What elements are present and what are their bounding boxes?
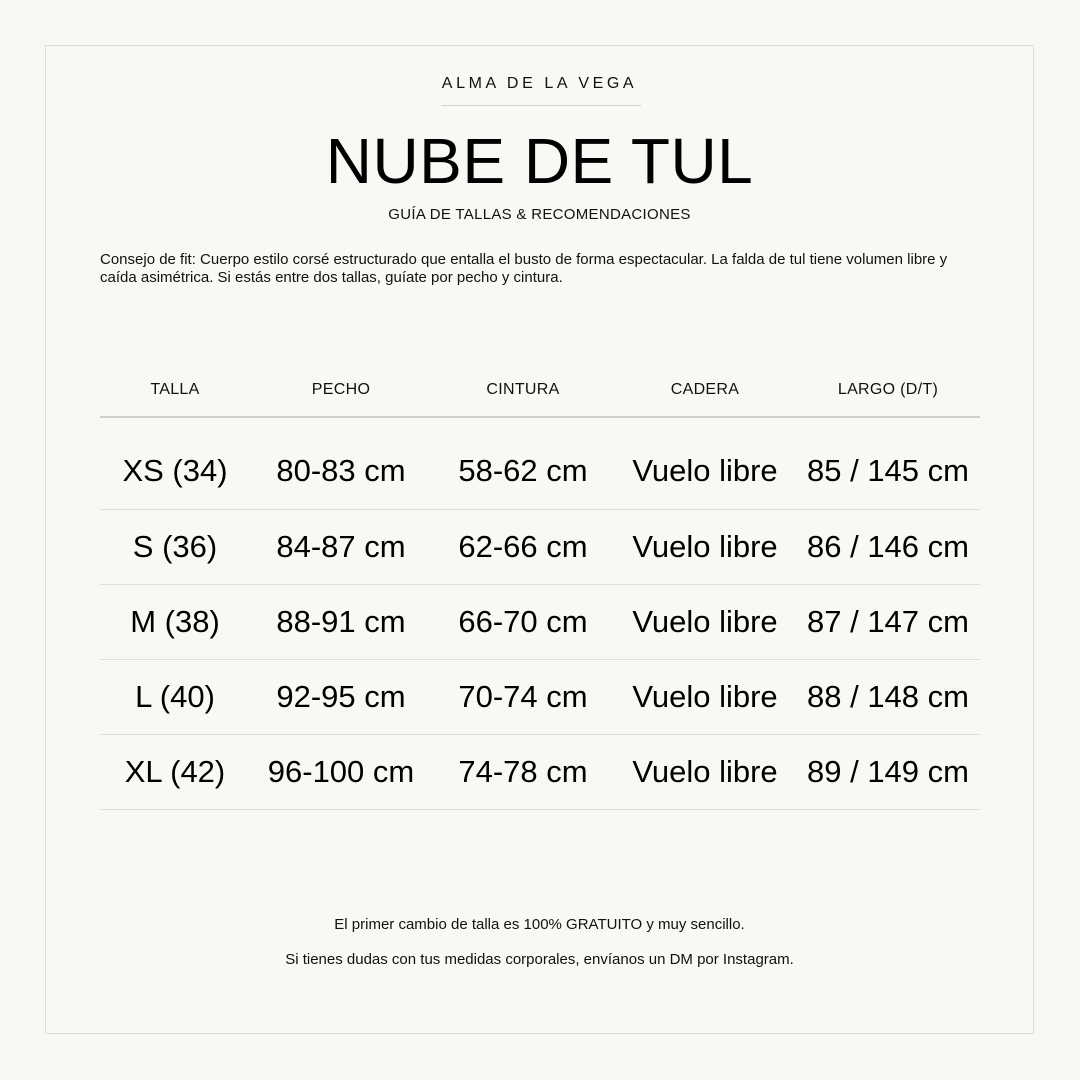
cell-cadera: Vuelo libre (632, 679, 778, 714)
product-title: NUBE DE TUL (325, 125, 754, 197)
cell-cadera: Vuelo libre (632, 453, 778, 488)
header-largo: LARGO (D/T) (837, 381, 939, 398)
size-table (100, 371, 980, 810)
size-guide-card (45, 45, 1034, 1034)
header-cadera: CADERA (670, 381, 740, 398)
header-cintura: CINTURA (486, 381, 560, 398)
brand-name: ALMA DE LA VEGA (441, 75, 638, 92)
cell-cadera: Vuelo libre (632, 529, 778, 564)
cell-cintura: 70-74 cm (458, 679, 588, 714)
table-row (100, 418, 980, 510)
cell-pecho: 84-87 cm (276, 529, 406, 564)
cell-pecho: 96-100 cm (267, 754, 415, 789)
cell-largo: 86 / 146 cm (807, 529, 969, 564)
footer-exchange-note: El primer cambio de talla es 100% GRATUITO y muy sencillo. (334, 916, 745, 933)
cell-pecho: 80-83 cm (276, 453, 406, 488)
cell-pecho: 88-91 cm (276, 604, 406, 639)
fit-tip-text: Consejo de fit: Cuerpo estilo corsé estructurado que entalla el busto de forma espectacular. La falda de tul tiene volumen libre y caída asimétrica. Si estás entre dos tallas, guíate por pecho y cintura. (100, 251, 948, 286)
header-talla: TALLA (150, 381, 200, 398)
cell-cintura: 74-78 cm (458, 754, 588, 789)
cell-largo: 85 / 145 cm (807, 453, 969, 488)
cell-cadera: Vuelo libre (632, 754, 778, 789)
cell-talla: XS (34) (122, 453, 228, 488)
cell-cintura: 58-62 cm (458, 453, 588, 488)
table-row (100, 735, 980, 810)
cell-cintura: 66-70 cm (458, 604, 588, 639)
brand-divider (441, 105, 641, 106)
cell-largo: 87 / 147 cm (807, 604, 969, 639)
cell-talla: XL (42) (124, 754, 226, 789)
cell-talla: S (36) (132, 529, 218, 564)
footer-contact-note: Si tienes dudas con tus medidas corporales, envíanos un DM por Instagram. (285, 951, 794, 968)
cell-talla: M (38) (130, 604, 220, 639)
cell-cadera: Vuelo libre (632, 604, 778, 639)
cell-talla: L (40) (135, 679, 215, 714)
cell-pecho: 92-95 cm (276, 679, 406, 714)
cell-largo: 88 / 148 cm (807, 679, 969, 714)
cell-largo: 89 / 149 cm (807, 754, 969, 789)
table-row (100, 660, 980, 735)
cell-cintura: 62-66 cm (458, 529, 588, 564)
page-subtitle: GUÍA DE TALLAS & RECOMENDACIONES (388, 206, 691, 223)
header-pecho: PECHO (311, 381, 371, 398)
size-table-header (100, 371, 980, 418)
table-row (100, 585, 980, 660)
table-row (100, 510, 980, 585)
